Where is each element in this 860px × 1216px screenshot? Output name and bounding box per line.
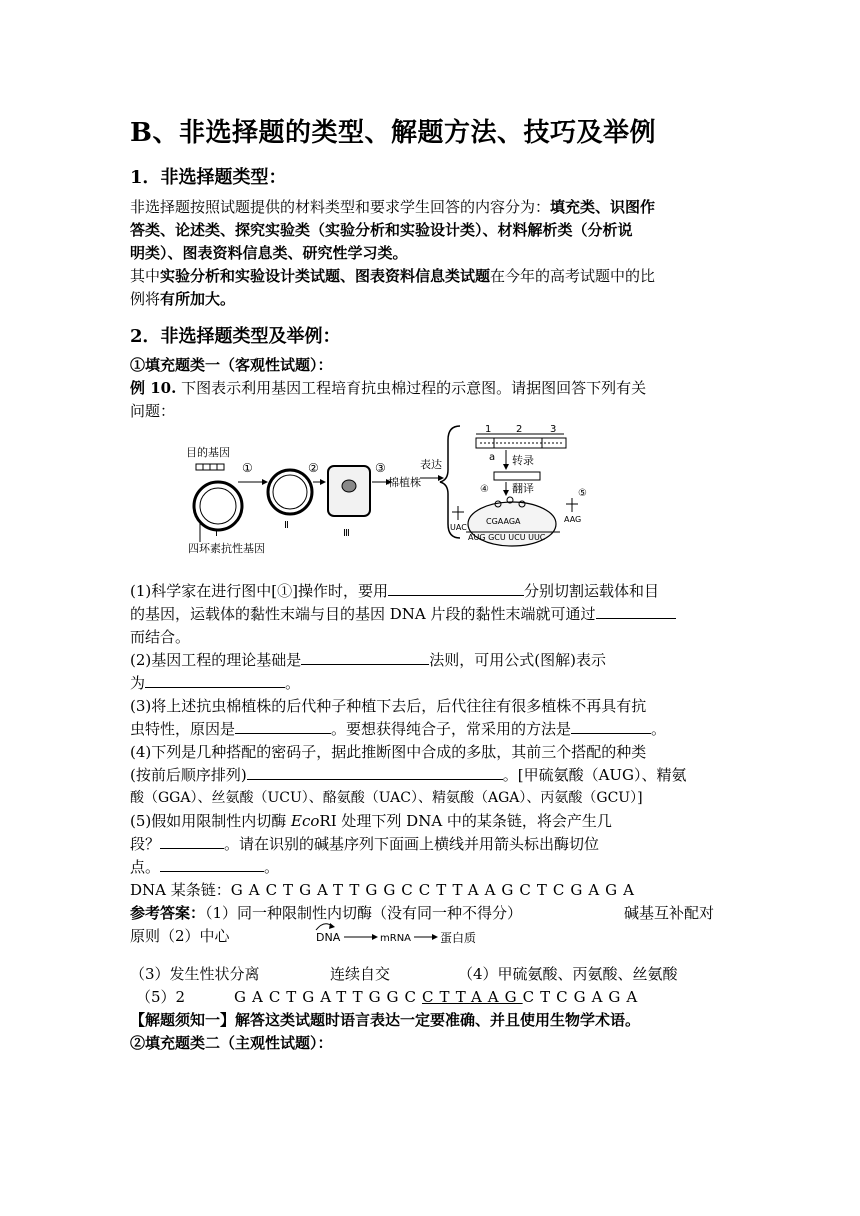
sec1-bold: 填充类、识图作	[550, 198, 656, 216]
tip-label: 【解题须知一】	[130, 1011, 236, 1029]
dna-sequence: GACTGATTGGCCTTAAGCTCGAGA	[230, 881, 640, 899]
translate-label: 翻译	[512, 482, 534, 495]
question-5-line1	[130, 810, 612, 833]
sec1-bold: 实验分析和实验设计类试题、图表资料信息类试题	[160, 267, 491, 285]
plasmid-I	[194, 482, 242, 530]
q3-text: 。	[651, 720, 667, 738]
sec1-text: 例将	[130, 290, 161, 308]
question-3-line2	[130, 718, 666, 741]
subsection2-heading: ②填充题类二（主观性试题）：	[130, 1034, 333, 1052]
tip-line	[130, 1009, 640, 1032]
label-I: Ⅰ	[215, 528, 218, 539]
step-1-label: ①	[242, 461, 253, 475]
q3-text: 。要想获得纯合子，常采用的方法是	[331, 720, 572, 738]
question-2-line1	[130, 649, 606, 672]
answer-line1-tail: 碱基互补配对	[624, 904, 715, 922]
q2-text: 为	[130, 674, 146, 692]
anticodon-label: CGAAGA	[486, 517, 521, 526]
question-5-line3	[130, 856, 279, 879]
answer-text: （1）同一种限制性内切酶（没有同一种不得分）	[205, 904, 523, 922]
transcribe-label: 转录	[512, 454, 534, 467]
target-gene-label: 目的基因	[186, 446, 230, 459]
question-1-line1	[130, 580, 659, 603]
step-3-label: ③	[375, 461, 386, 475]
q5-text: 。	[264, 858, 280, 876]
example-label: 例 10.	[130, 379, 177, 397]
q5-text: 段？	[130, 835, 161, 853]
answer-blank[interactable]	[247, 764, 503, 780]
sec1-text: 在今年的高考试题中的比	[490, 267, 656, 285]
tip-text: 解答这类试题时语言表达一定要准确、并且使用生物学术语。	[235, 1011, 641, 1029]
trna-left-label: UAC	[450, 523, 467, 532]
seq-part: CTCGAGA	[522, 988, 644, 1006]
sec1-line5	[130, 288, 235, 311]
step-4-label: ④	[480, 484, 489, 495]
question-5-line2	[130, 833, 599, 856]
tet-gene-label: 四环素抗性基因	[188, 542, 265, 555]
answer-line2: 原则（2）中心	[130, 927, 230, 945]
label-II: Ⅱ	[284, 520, 289, 531]
enzyme-name: Eco	[291, 812, 320, 830]
question-4-line1: (4)下列是几种搭配的密码子，据此推断图中合成的多肽，其前三个搭配的种类	[130, 743, 647, 761]
sec1-text: 其中	[130, 267, 161, 285]
brace	[440, 426, 460, 538]
answer-blank[interactable]	[301, 649, 429, 665]
page-title: B、非选择题的类型、解题方法、技巧及举例	[130, 118, 656, 148]
q2-text: (2)基因工程的理论基础是	[130, 651, 302, 669]
dna-label: DNA 某条链：	[130, 881, 231, 899]
segment-2-label: 2	[516, 424, 523, 435]
q1-text: (1)科学家在进行图中[①]操作时，要用	[130, 582, 388, 600]
answer-blank[interactable]	[160, 833, 224, 849]
label-III: Ⅲ	[343, 528, 350, 539]
q5-text: (5)假如用限制性内切酶	[130, 812, 292, 830]
sec1-line4	[130, 265, 655, 288]
sec1-line2: 答类、论述类、探究实验类（实验分析和实验设计类）、材料解析类（分析说	[130, 221, 633, 239]
flow-protein: 蛋白质	[440, 931, 477, 945]
answer-line3	[130, 963, 260, 986]
step-5-label: ⑤	[578, 488, 587, 499]
codon-label: AUG GCU UCU UUC	[468, 533, 546, 542]
segment-3-label: 3	[550, 424, 557, 435]
answer-line3c: （4）甲硫氨酸、丙氨酸、丝氨酸	[458, 965, 678, 983]
q5-text: RI 处理下列 DNA 中的某条链，将会产生几	[319, 812, 612, 830]
answer-blank[interactable]	[235, 718, 331, 734]
q2-text: 法则，可用公式(图解)表示	[429, 651, 606, 669]
sec1-line3: 明类）、图表资料信息类、研究性学习类。	[130, 244, 408, 262]
q4-text: 。[甲硫氨酸（AUG）、精氨	[502, 766, 687, 784]
question-4-line2	[130, 764, 687, 787]
label-a: a	[489, 452, 496, 463]
mrna-bar	[494, 472, 540, 480]
answer-label: 参考答案：	[130, 904, 206, 922]
ecori-site: CTTAAG	[422, 988, 523, 1006]
question-4-line3: 酸（GGA）、丝氨酸（UCU）、酪氨酸（UAC）、精氨酸（AGA）、丙氨酸（GCU）]	[130, 790, 643, 806]
section1-heading: 1．非选择题类型：	[130, 167, 287, 188]
plant-label: 棉植株	[388, 476, 421, 489]
example-line2: 问题：	[130, 402, 176, 420]
example-line1	[130, 377, 646, 400]
segment-1-label: 1	[485, 424, 492, 435]
q4-text: (按前后顺序排列)	[130, 766, 247, 784]
q1-text: 的基因，运载体的黏性末端与目的基因 DNA 片段的黏性末端就可通过	[130, 605, 596, 623]
flow-dna: DNA	[316, 931, 341, 944]
dna-strand-line	[130, 879, 640, 902]
answer-text: （3）发生性状分离	[130, 965, 260, 983]
sec1-line1	[130, 196, 655, 219]
step-2-label: ②	[308, 461, 319, 475]
q2-text: 。	[285, 674, 301, 692]
q1-text: 分别切割运载体和目	[523, 582, 659, 600]
answer-blank[interactable]	[596, 603, 676, 619]
answer-blank[interactable]	[160, 856, 264, 872]
answer-blank[interactable]	[145, 672, 285, 688]
answer-blank[interactable]	[388, 580, 524, 596]
question-3-line1: (3)将上述抗虫棉植株的后代种子种植下去后，后代往往有很多植株不再具有抗	[130, 697, 647, 715]
example-text: 下图表示利用基因工程培育抗虫棉过程的示意图。请据图回答下列有关	[176, 379, 647, 397]
answer-sequence	[234, 986, 643, 1009]
question-2-line2	[130, 672, 300, 695]
question-1-line3: 而结合。	[130, 628, 191, 646]
central-dogma-diagram	[310, 920, 500, 954]
q3-text: 虫特性，原因是	[130, 720, 236, 738]
section2-heading: 2．非选择题类型及举例：	[130, 326, 341, 347]
answer-blank[interactable]	[571, 718, 651, 734]
answer-line3b: 连续自交	[330, 965, 391, 983]
seq-part: GACTGATTGGC	[234, 988, 423, 1006]
subsection1-heading: ①填充题类一（客观性试题）：	[130, 356, 333, 374]
sec1-text: 非选择题按照试题提供的材料类型和要求学生回答的内容分为：	[130, 198, 551, 216]
sec1-bold: 有所加大。	[160, 290, 236, 308]
q5-text: 点。	[130, 858, 161, 876]
q5-text: 。请在识别的碱基序列下面画上横线并用箭头标出酶切位	[224, 835, 600, 853]
plasmid-II	[268, 470, 312, 514]
question-1-line2	[130, 603, 676, 626]
answer-line4: （5）2	[136, 988, 186, 1006]
flow-mrna: mRNA	[380, 933, 412, 944]
express-label: 表达	[420, 458, 442, 471]
gene-engineering-figure	[180, 420, 610, 560]
trna-right-label: AAG	[564, 515, 582, 524]
